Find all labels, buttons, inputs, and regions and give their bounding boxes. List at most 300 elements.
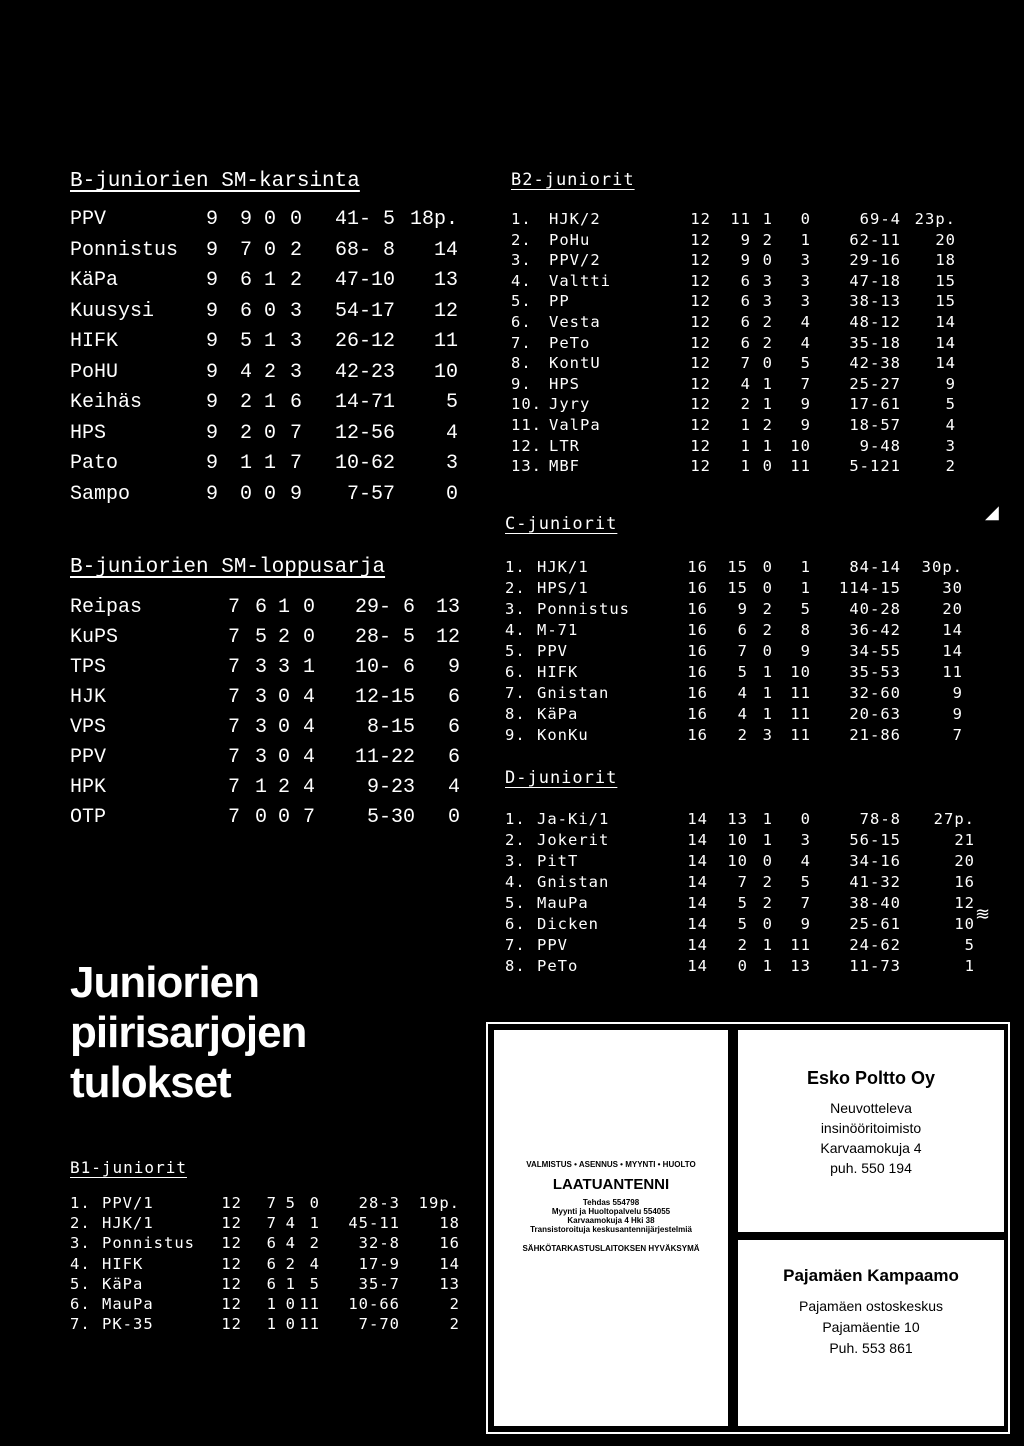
cell-d: 1 <box>762 684 773 702</box>
cell-d: 2 <box>762 313 773 331</box>
cell-goals: 62-11 <box>849 230 901 249</box>
cell-pts: 11 <box>942 663 963 681</box>
cell-pts: 16 <box>954 873 975 891</box>
cell-goals: 5-121 <box>849 457 901 476</box>
cell-d: 5 <box>285 1194 296 1212</box>
cell-pos: 3. <box>505 852 526 870</box>
cell-l: 4 <box>800 313 811 331</box>
cell-goals: 9-23 <box>366 776 415 799</box>
cell-team: Dicken <box>537 915 599 933</box>
cell-d: 1 <box>762 705 773 723</box>
cell-goals: 32-8 <box>358 1234 400 1253</box>
cell-d: 0 <box>277 686 290 709</box>
cell-pos: 3. <box>505 600 526 618</box>
cell-goals: 38-13 <box>849 292 901 311</box>
cell-p: 12 <box>221 1315 242 1334</box>
cell-goals: 35-53 <box>849 663 901 681</box>
cell-l: 3 <box>800 271 811 290</box>
cell-p: 12 <box>690 210 711 228</box>
cell-d: 0 <box>263 299 276 323</box>
cell-p: 12 <box>690 292 711 311</box>
ad-kampaamo-line2: Pajamäentie 10 <box>822 1319 920 1335</box>
cell-pts: 30p. <box>921 558 963 576</box>
cell-pos: 6. <box>505 915 526 933</box>
cell-p: 7 <box>227 806 240 829</box>
cell-pos: 3. <box>70 1234 91 1253</box>
headline-line-1: Juniorien <box>70 958 260 1007</box>
cell-pos: 1. <box>70 1194 91 1212</box>
cell-d: 1 <box>277 596 290 619</box>
sm-loppusarja-title: B-juniorien SM-loppusarja <box>70 556 386 579</box>
cell-p: 16 <box>687 558 708 576</box>
cell-goals: 18-57 <box>849 416 901 434</box>
cell-w: 9 <box>740 251 751 270</box>
ad-esko-poltto[interactable] <box>738 1030 1004 1232</box>
cell-team: Jokerit <box>537 831 610 849</box>
cell-pos: 12. <box>511 436 542 455</box>
cell-team: HIFK <box>70 330 119 353</box>
cell-w: 2 <box>239 421 252 445</box>
cell-pts: 9 <box>447 656 460 679</box>
cell-d: 1 <box>762 395 773 414</box>
cell-team: PP <box>549 292 570 311</box>
ad-pajamaen-kampaamo[interactable] <box>738 1240 1004 1426</box>
cell-p: 14 <box>687 957 708 975</box>
cell-team: KäPa <box>102 1274 144 1293</box>
cell-team: PPV <box>70 208 107 231</box>
cell-w: 4 <box>239 360 252 384</box>
cell-team: Vesta <box>549 313 601 331</box>
cell-pts: 9 <box>952 705 963 723</box>
cell-l: 0 <box>800 810 811 828</box>
cell-team: M-71 <box>537 621 579 639</box>
cell-l: 11 <box>299 1295 320 1313</box>
cell-pts: 5 <box>945 395 956 414</box>
cell-p: 7 <box>227 716 240 739</box>
cell-l: 0 <box>289 208 302 231</box>
cell-p: 16 <box>687 705 708 723</box>
cell-pos: 7. <box>511 333 532 352</box>
page-headline <box>70 958 306 1108</box>
cell-l: 3 <box>289 299 302 323</box>
cell-d: 2 <box>263 360 276 384</box>
cell-pos: 2. <box>505 831 526 849</box>
cell-goals: 36-42 <box>849 621 901 639</box>
cell-pos: 9. <box>511 374 532 393</box>
cell-pts: 20 <box>942 600 963 618</box>
cell-team: KäPa <box>537 705 579 723</box>
cell-d: 0 <box>762 354 773 373</box>
cell-w: 2 <box>737 936 748 954</box>
cell-goals: 17-61 <box>849 395 901 414</box>
cell-pos: 7. <box>505 936 526 954</box>
cell-p: 14 <box>687 936 708 954</box>
cell-w: 6 <box>239 299 252 323</box>
sm-karsinta-table <box>70 208 470 518</box>
cell-team: MauPa <box>102 1295 154 1313</box>
cell-p: 16 <box>687 726 708 744</box>
cell-pts: 9 <box>952 684 963 702</box>
cell-team: Jyry <box>549 395 591 414</box>
cell-p: 9 <box>205 208 218 231</box>
cell-d: 1 <box>762 663 773 681</box>
cell-d: 1 <box>263 330 276 353</box>
cell-pts: 10 <box>954 915 975 933</box>
cell-pts: 30 <box>942 579 963 597</box>
cell-pts: 0 <box>445 482 458 506</box>
cell-p: 12 <box>690 436 711 455</box>
cell-d: 2 <box>277 626 290 649</box>
cell-team: HIFK <box>537 663 579 681</box>
cell-pos: 5. <box>505 894 526 912</box>
cell-pts: 14 <box>935 313 956 331</box>
cell-team: HPS/1 <box>537 579 589 597</box>
cell-goals: 68- 8 <box>334 238 395 262</box>
cell-pos: 1. <box>505 558 526 576</box>
ad-poltto-details <box>740 1098 1002 1178</box>
cell-goals: 38-40 <box>849 894 901 912</box>
cell-p: 7 <box>227 626 240 649</box>
cell-d: 0 <box>285 1295 296 1313</box>
cell-goals: 54-17 <box>334 299 395 323</box>
cell-goals: 35-18 <box>849 333 901 352</box>
cell-team: HJK/1 <box>102 1214 154 1233</box>
cell-goals: 25-61 <box>849 915 901 933</box>
cell-w: 5 <box>737 894 748 912</box>
cell-goals: 29-16 <box>849 251 901 270</box>
cell-d: 1 <box>263 269 276 292</box>
cell-goals: 28- 5 <box>354 626 415 649</box>
cell-team: PPV <box>70 746 107 769</box>
cell-d: 2 <box>762 600 773 618</box>
cell-team: Pato <box>70 452 119 475</box>
cell-goals: 8-15 <box>366 716 415 739</box>
cell-team: Keihäs <box>70 391 143 414</box>
cell-pts: 4 <box>445 421 458 445</box>
cell-pts: 9 <box>945 374 956 393</box>
cell-p: 14 <box>687 915 708 933</box>
cell-pos: 2. <box>505 579 526 597</box>
cell-p: 14 <box>687 831 708 849</box>
cell-p: 12 <box>690 333 711 352</box>
sm-loppusarja-table <box>70 596 470 846</box>
cell-l: 3 <box>800 831 811 849</box>
cell-l: 9 <box>800 395 811 414</box>
cell-p: 16 <box>687 600 708 618</box>
cell-l: 11 <box>790 457 811 476</box>
cell-p: 9 <box>205 269 218 292</box>
d-title: D-juniorit <box>505 768 618 788</box>
cell-team: LTR <box>549 436 580 455</box>
cell-w: 1 <box>254 776 267 799</box>
cell-team: HIFK <box>102 1254 144 1273</box>
cell-team: HJK <box>70 686 107 709</box>
cell-goals: 69-4 <box>859 210 901 228</box>
cell-pts: 13 <box>433 269 458 292</box>
cell-w: 6 <box>740 313 751 331</box>
cell-p: 16 <box>687 621 708 639</box>
cell-p: 12 <box>690 395 711 414</box>
cell-l: 13 <box>790 957 811 975</box>
cell-goals: 12-15 <box>354 686 415 709</box>
cell-l: 1 <box>800 558 811 576</box>
cell-pts: 12 <box>433 299 458 323</box>
cell-pos: 5. <box>505 642 526 660</box>
cell-pos: 8. <box>511 354 532 373</box>
cell-p: 7 <box>227 776 240 799</box>
cell-w: 10 <box>727 852 748 870</box>
cell-d: 0 <box>263 208 276 231</box>
cell-l: 3 <box>800 251 811 270</box>
cell-l: 8 <box>800 621 811 639</box>
ad-kampaamo-phone: Puh. 553 861 <box>829 1340 913 1356</box>
cell-d: 2 <box>762 416 773 434</box>
cell-d: 0 <box>277 746 290 769</box>
ad-laatuantenni-factory: Tehdas 554798 <box>582 1198 640 1207</box>
ad-laatuantenni-sales: Myynti ja Huoltopalvelu 554055 <box>551 1207 671 1216</box>
cell-p: 14 <box>687 852 708 870</box>
cell-l: 1 <box>800 230 811 249</box>
cell-l: 7 <box>289 421 302 445</box>
ad-laatuantenni-approval: SÄHKÖTARKASTUSLAITOKSEN HYVÄKSYMÄ <box>522 1244 700 1253</box>
cell-team: Reipas <box>70 596 143 619</box>
scan-mark-icon-2: ≋ <box>975 904 991 925</box>
cell-p: 16 <box>687 642 708 660</box>
cell-pts: 2 <box>945 457 956 476</box>
cell-d: 4 <box>285 1214 296 1233</box>
cell-goals: 114-15 <box>839 579 901 597</box>
cell-pts: 13 <box>439 1274 460 1293</box>
cell-l: 7 <box>289 452 302 475</box>
cell-w: 7 <box>266 1194 277 1212</box>
cell-pts: 5 <box>445 391 458 414</box>
cell-d: 1 <box>762 374 773 393</box>
cell-goals: 47-18 <box>849 271 901 290</box>
b1-title: B1-juniorit <box>70 1158 187 1177</box>
cell-pos: 1. <box>505 810 526 828</box>
cell-pts: 14 <box>439 1254 460 1273</box>
cell-team: Gnistan <box>537 684 610 702</box>
cell-team: HPK <box>70 776 107 799</box>
cell-l: 0 <box>800 210 811 228</box>
cell-w: 5 <box>239 330 252 353</box>
cell-pos: 2. <box>70 1214 91 1233</box>
cell-w: 6 <box>239 269 252 292</box>
cell-w: 6 <box>266 1254 277 1273</box>
cell-l: 11 <box>790 705 811 723</box>
cell-p: 12 <box>690 354 711 373</box>
cell-l: 10 <box>790 663 811 681</box>
cell-team: Kuusysi <box>70 299 155 323</box>
cell-team: Ponnistus <box>70 238 179 262</box>
cell-team: MauPa <box>537 894 589 912</box>
cell-p: 16 <box>687 579 708 597</box>
cell-team: Sampo <box>70 482 131 506</box>
cell-pos: 6. <box>505 663 526 681</box>
cell-pos: 2. <box>511 230 532 249</box>
cell-d: 0 <box>762 579 773 597</box>
cell-goals: 17-9 <box>358 1254 400 1273</box>
cell-l: 5 <box>309 1274 320 1293</box>
cell-goals: 11-73 <box>849 957 901 975</box>
cell-team: KuPS <box>70 626 119 649</box>
cell-d: 1 <box>762 210 773 228</box>
cell-pos: 8. <box>505 705 526 723</box>
cell-w: 0 <box>239 482 252 506</box>
cell-pts: 7 <box>952 726 963 744</box>
cell-goals: 47-10 <box>334 269 395 292</box>
cell-l: 5 <box>800 600 811 618</box>
d-table <box>505 810 985 990</box>
cell-goals: 26-12 <box>334 330 395 353</box>
cell-d: 3 <box>762 271 773 290</box>
cell-d: 1 <box>263 452 276 475</box>
ad-laatuantenni-member: Transistoroituja keskusantennijärjestelmiä <box>530 1225 692 1234</box>
cell-pts: 27p. <box>933 810 975 828</box>
cell-p: 7 <box>227 596 240 619</box>
cell-d: 3 <box>762 726 773 744</box>
cell-w: 2 <box>239 391 252 414</box>
cell-team: KäPa <box>70 269 119 292</box>
cell-l: 10 <box>790 436 811 455</box>
cell-l: 1 <box>302 656 315 679</box>
cell-w: 15 <box>727 579 748 597</box>
cell-p: 14 <box>687 810 708 828</box>
cell-pos: 7. <box>505 684 526 702</box>
cell-goals: 56-15 <box>849 831 901 849</box>
cell-p: 14 <box>687 894 708 912</box>
headline-line-2: piirisarjojen <box>70 1008 307 1057</box>
cell-l: 2 <box>289 269 302 292</box>
cell-goals: 21-86 <box>849 726 901 744</box>
scan-mark-icon: ◢ <box>985 502 999 523</box>
cell-p: 12 <box>221 1274 242 1293</box>
cell-goals: 10- 6 <box>354 656 415 679</box>
cell-w: 3 <box>254 656 267 679</box>
cell-team: Ja-Ki/1 <box>537 810 610 828</box>
ad-poltto-line2: insinööritoimisto <box>820 1120 922 1136</box>
cell-p: 9 <box>205 421 218 445</box>
cell-team: PeTo <box>537 957 579 975</box>
cell-p: 9 <box>205 238 218 262</box>
cell-p: 12 <box>690 416 711 434</box>
cell-team: PK-35 <box>102 1315 154 1334</box>
cell-d: 2 <box>762 873 773 891</box>
cell-d: 1 <box>762 957 773 975</box>
cell-d: 0 <box>277 806 290 829</box>
cell-p: 7 <box>227 686 240 709</box>
cell-p: 9 <box>205 360 218 384</box>
cell-pts: 0 <box>447 806 460 829</box>
cell-pts: 15 <box>935 292 956 311</box>
cell-d: 1 <box>285 1274 296 1293</box>
cell-l: 4 <box>302 686 315 709</box>
cell-p: 7 <box>227 656 240 679</box>
c-title: C-juniorit <box>505 514 618 534</box>
cell-d: 0 <box>762 251 773 270</box>
cell-l: 3 <box>800 292 811 311</box>
headline-line-3: tulokset <box>70 1058 231 1107</box>
cell-w: 9 <box>740 230 751 249</box>
cell-p: 12 <box>221 1214 242 1233</box>
cell-l: 0 <box>302 596 315 619</box>
cell-w: 9 <box>737 600 748 618</box>
cell-team: PoHu <box>549 230 591 249</box>
cell-team: Gnistan <box>537 873 610 891</box>
ad-laatuantenni[interactable] <box>494 1030 728 1426</box>
cell-w: 6 <box>254 596 267 619</box>
cell-goals: 42-23 <box>334 360 395 384</box>
cell-pts: 18p. <box>409 208 458 231</box>
cell-pos: 9. <box>505 726 526 744</box>
cell-p: 12 <box>221 1234 242 1253</box>
cell-d: 2 <box>762 333 773 352</box>
cell-goals: 5-30 <box>366 806 415 829</box>
cell-goals: 11-22 <box>354 746 415 769</box>
cell-l: 1 <box>309 1214 320 1233</box>
b2-title: B2-juniorit <box>511 170 635 190</box>
cell-l: 9 <box>289 482 302 506</box>
cell-d: 2 <box>762 894 773 912</box>
cell-l: 5 <box>800 873 811 891</box>
cell-team: PitT <box>537 852 579 870</box>
cell-w: 2 <box>737 726 748 744</box>
cell-l: 11 <box>790 684 811 702</box>
cell-team: HPS <box>70 421 107 445</box>
cell-d: 2 <box>762 621 773 639</box>
cell-d: 0 <box>762 642 773 660</box>
cell-d: 2 <box>762 230 773 249</box>
cell-l: 4 <box>302 716 315 739</box>
cell-pts: 18 <box>439 1214 460 1233</box>
cell-w: 5 <box>737 915 748 933</box>
cell-goals: 24-62 <box>849 936 901 954</box>
cell-p: 12 <box>690 374 711 393</box>
cell-pts: 3 <box>945 436 956 455</box>
cell-w: 4 <box>740 374 751 393</box>
cell-d: 0 <box>263 421 276 445</box>
cell-w: 7 <box>737 642 748 660</box>
cell-pos: 11. <box>511 416 542 434</box>
cell-pos: 1. <box>511 210 532 228</box>
cell-d: 0 <box>762 915 773 933</box>
cell-team: KontU <box>549 354 601 373</box>
cell-pts: 21 <box>954 831 975 849</box>
cell-w: 11 <box>730 210 751 228</box>
cell-w: 3 <box>254 746 267 769</box>
cell-p: 9 <box>205 330 218 353</box>
cell-d: 3 <box>277 656 290 679</box>
cell-w: 1 <box>266 1315 277 1334</box>
cell-w: 6 <box>740 333 751 352</box>
cell-goals: 41-32 <box>849 873 901 891</box>
cell-w: 4 <box>737 705 748 723</box>
cell-p: 12 <box>221 1254 242 1273</box>
cell-l: 3 <box>289 330 302 353</box>
ad-laatuantenni-services: VALMISTUS • ASENNUS • MYYNTI • HUOLTO <box>526 1160 696 1169</box>
cell-d: 1 <box>762 810 773 828</box>
cell-p: 12 <box>221 1194 242 1212</box>
cell-d: 1 <box>263 391 276 414</box>
cell-pos: 4. <box>70 1254 91 1273</box>
cell-w: 7 <box>266 1214 277 1233</box>
cell-w: 1 <box>740 457 751 476</box>
cell-pts: 6 <box>447 686 460 709</box>
cell-l: 4 <box>302 746 315 769</box>
cell-l: 4 <box>800 333 811 352</box>
b2-table <box>511 210 981 490</box>
cell-d: 1 <box>762 936 773 954</box>
